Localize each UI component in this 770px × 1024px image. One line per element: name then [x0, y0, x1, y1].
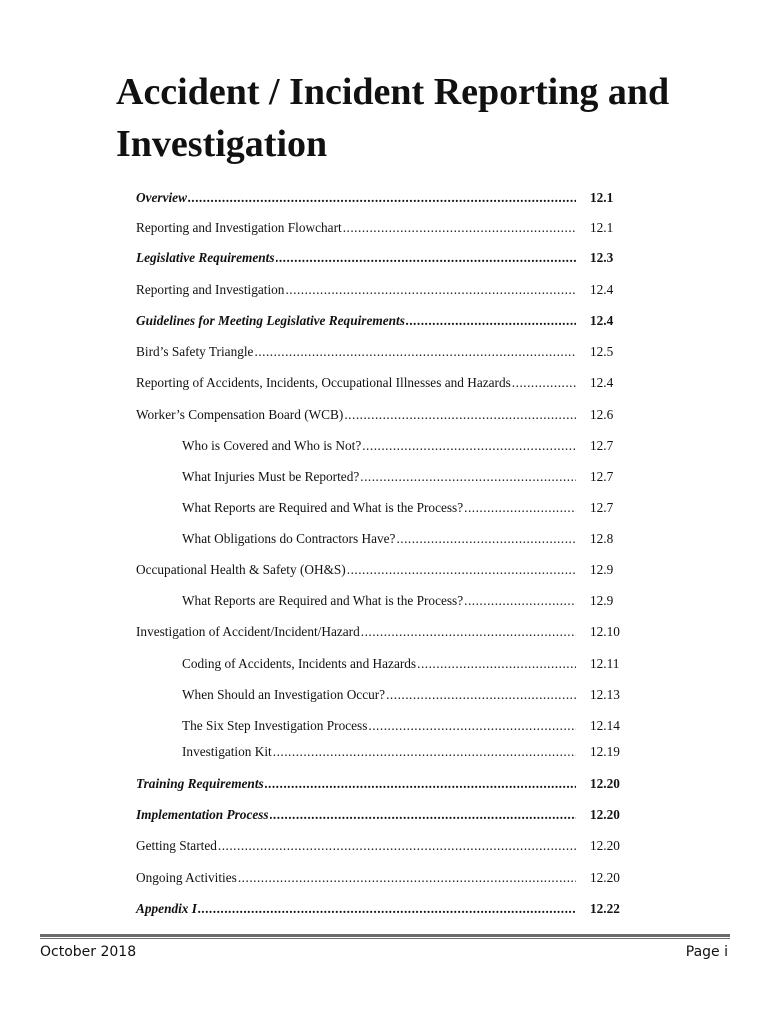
- toc-dot-leader: [368, 716, 576, 736]
- toc-entry: [136, 342, 576, 362]
- toc-entry-page: 12.8: [590, 531, 614, 546]
- toc-dot-leader: [198, 899, 576, 919]
- toc-entry-page: 12.1: [590, 220, 614, 235]
- toc-entry-label: Legislative Requirements: [136, 250, 275, 265]
- toc-entry-page: 12.14: [590, 718, 620, 733]
- toc-entry-page: 12.7: [590, 500, 614, 515]
- toc-dot-leader: [276, 248, 577, 268]
- toc-entry-page: 12.19: [590, 744, 620, 759]
- toc-dot-leader: [360, 467, 576, 487]
- toc-entry-label: Coding of Accidents, Incidents and Hazards: [182, 656, 417, 671]
- toc-entry-page: 12.20: [590, 776, 620, 791]
- toc-entry-page: 12.10: [590, 624, 620, 639]
- toc-entry-label: Who is Covered and Who is Not?: [182, 438, 362, 453]
- toc-entry: [136, 373, 576, 393]
- toc-entry: [182, 467, 576, 487]
- toc-entry-page: 12.1: [590, 190, 614, 205]
- toc-dot-leader: [285, 280, 576, 300]
- toc-entry: [182, 436, 576, 456]
- toc-entry: [182, 591, 576, 611]
- toc-dot-leader: [362, 436, 576, 456]
- toc-entry-label: Investigation Kit: [182, 744, 272, 759]
- toc-entry: [182, 685, 576, 705]
- toc-dot-leader: [218, 836, 576, 856]
- toc-entry-page: 12.9: [590, 593, 614, 608]
- toc-dot-leader: [464, 498, 576, 518]
- toc-entry-page: 12.6: [590, 407, 614, 422]
- toc-entry-page: 12.4: [590, 375, 614, 390]
- toc-entry-page: 12.4: [590, 313, 614, 328]
- toc-entry-label: Training Requirements: [136, 776, 264, 791]
- toc-entry-page: 12.20: [590, 807, 620, 822]
- toc-entry: [136, 248, 576, 268]
- toc-entry: [136, 280, 576, 300]
- toc-entry-label: The Six Step Investigation Process: [182, 718, 368, 733]
- toc-entry-label: What Reports are Required and What is the Process?: [182, 500, 464, 515]
- toc-entry-label: Worker’s Compensation Board (WCB): [136, 407, 344, 422]
- toc-entry-label: Reporting and Investigation Flowchart: [136, 220, 342, 235]
- toc-dot-leader: [270, 805, 576, 825]
- footer-page-number: Page i: [685, 944, 728, 960]
- toc-entry-label: Getting Started: [136, 838, 217, 853]
- toc-entry-page: 12.7: [590, 469, 614, 484]
- toc-entry: [136, 218, 576, 238]
- toc-entry-label: Reporting of Accidents, Incidents, Occupational Illnesses and Hazards: [136, 375, 511, 390]
- toc-entry-label: Occupational Health & Safety (OH&S): [136, 562, 346, 577]
- toc-entry-label: What Reports are Required and What is the Process?: [182, 593, 464, 608]
- toc-entry-label: What Injuries Must be Reported?: [182, 469, 360, 484]
- toc-entry: [182, 742, 576, 762]
- toc-dot-leader: [386, 685, 576, 705]
- toc-entry-page: 12.9: [590, 562, 614, 577]
- toc-entry-label: When Should an Investigation Occur?: [182, 687, 386, 702]
- toc-dot-leader: [512, 373, 576, 393]
- toc-entry-label: Implementation Process: [136, 807, 269, 822]
- footer-date: October 2018: [40, 944, 137, 960]
- toc-entry: [182, 654, 576, 674]
- toc-entry-page: 12.5: [590, 344, 614, 359]
- toc-dot-leader: [238, 868, 576, 888]
- toc-entry: [136, 805, 576, 825]
- toc-entry: [136, 774, 576, 794]
- toc-dot-leader: [347, 560, 576, 580]
- toc-entry-page: 12.20: [590, 838, 620, 853]
- toc-entry-page: 12.11: [590, 656, 620, 671]
- toc-entry: [136, 836, 576, 856]
- toc-entry: [136, 622, 576, 642]
- toc-entry: [136, 868, 576, 888]
- toc-dot-leader: [273, 742, 576, 762]
- toc-entry-page: 12.13: [590, 687, 620, 702]
- document-title: Accident / Incident Reporting and Investigation: [116, 71, 670, 165]
- toc-entry-label: Appendix I: [136, 901, 197, 916]
- toc-dot-leader: [406, 311, 576, 331]
- toc-entry: [182, 716, 576, 736]
- toc-entry-label: What Obligations do Contractors Have?: [182, 531, 396, 546]
- toc-dot-leader: [188, 188, 576, 208]
- toc-entry-label: Bird’s Safety Triangle: [136, 344, 254, 359]
- toc-entry-page: 12.22: [590, 901, 620, 916]
- toc-entry-page: 12.3: [590, 250, 614, 265]
- toc-dot-leader: [343, 218, 576, 238]
- toc-entry-label: Guidelines for Meeting Legislative Requirements: [136, 313, 405, 328]
- toc-entry-label: Investigation of Accident/Incident/Hazard: [136, 624, 360, 639]
- toc-entry-page: 12.7: [590, 438, 614, 453]
- toc-entry: [136, 188, 576, 208]
- toc-entry: [136, 560, 576, 580]
- toc-dot-leader: [344, 405, 576, 425]
- toc-dot-leader: [417, 654, 576, 674]
- toc-entry: [136, 899, 576, 919]
- toc-entry-label: Overview: [136, 190, 187, 205]
- toc-entry-page: 12.4: [590, 282, 614, 297]
- toc-entry: [136, 311, 576, 331]
- toc-dot-leader: [254, 342, 576, 362]
- toc-dot-leader: [464, 591, 576, 611]
- toc-entry: [182, 529, 576, 549]
- footer-divider: [40, 934, 730, 937]
- toc-dot-leader: [396, 529, 576, 549]
- toc-entry-label: Reporting and Investigation: [136, 282, 285, 297]
- toc-entry-page: 12.20: [590, 870, 620, 885]
- toc-entry: [136, 405, 576, 425]
- toc-dot-leader: [265, 774, 576, 794]
- toc-entry: [182, 498, 576, 518]
- toc-entry-label: Ongoing Activities: [136, 870, 237, 885]
- toc-dot-leader: [361, 622, 576, 642]
- footer-divider-thin: [40, 938, 730, 939]
